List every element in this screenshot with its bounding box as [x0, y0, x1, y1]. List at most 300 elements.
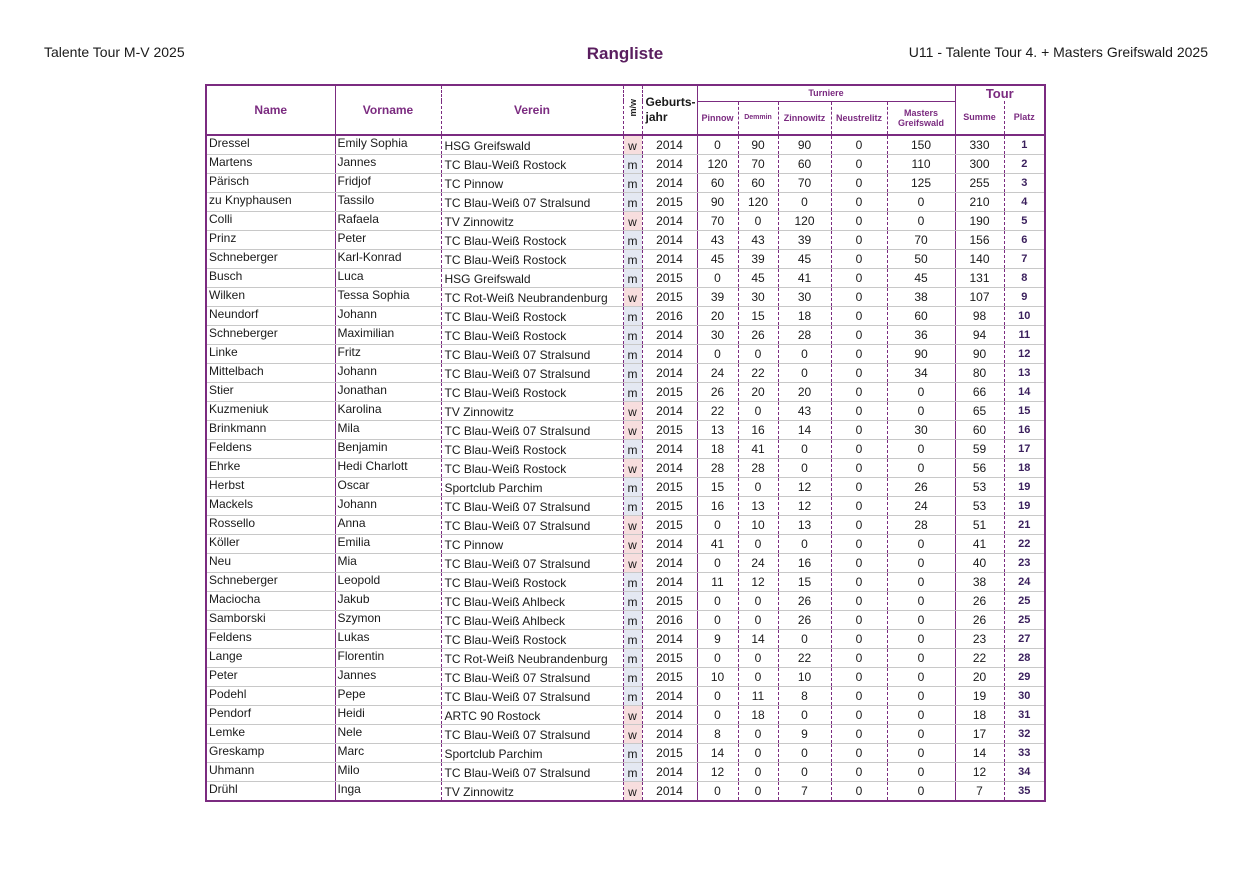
cell-zinnowitz: 13: [778, 515, 831, 534]
table-row: [206, 667, 1045, 686]
cell-geburtsjahr: 2016: [642, 306, 697, 325]
cell-zinnowitz: 18: [778, 306, 831, 325]
cell-masters: 24: [887, 496, 955, 515]
cell-neustrelitz: 0: [831, 648, 887, 667]
cell-demmin: 0: [738, 610, 778, 629]
cell-pinnow: 0: [697, 268, 738, 287]
cell-mw: m: [623, 344, 642, 363]
cell-platz: 28: [1004, 648, 1045, 667]
table-row: [206, 249, 1045, 268]
cell-platz: 6: [1004, 230, 1045, 249]
table-row: [206, 572, 1045, 591]
cell-name: Wilken: [206, 287, 335, 306]
cell-name: Mittelbach: [206, 363, 335, 382]
cell-mw: w: [623, 211, 642, 230]
cell-zinnowitz: 0: [778, 439, 831, 458]
table-row: [206, 382, 1045, 401]
cell-vorname: Johann: [335, 496, 441, 515]
cell-mw: m: [623, 154, 642, 173]
cell-neustrelitz: 0: [831, 344, 887, 363]
table-row: [206, 439, 1045, 458]
cell-mw: w: [623, 135, 642, 155]
cell-platz: 13: [1004, 363, 1045, 382]
cell-vorname: Peter: [335, 230, 441, 249]
cell-neustrelitz: 0: [831, 287, 887, 306]
cell-vorname: Heidi: [335, 705, 441, 724]
cell-mw: w: [623, 781, 642, 801]
cell-masters: 30: [887, 420, 955, 439]
cell-demmin: 24: [738, 553, 778, 572]
cell-vorname: Milo: [335, 762, 441, 781]
cell-masters: 0: [887, 458, 955, 477]
cell-mw: w: [623, 420, 642, 439]
cell-masters: 0: [887, 382, 955, 401]
cell-geburtsjahr: 2015: [642, 743, 697, 762]
cell-mw: m: [623, 439, 642, 458]
cell-platz: 3: [1004, 173, 1045, 192]
cell-mw: w: [623, 515, 642, 534]
cell-geburtsjahr: 2014: [642, 705, 697, 724]
table-row: [206, 724, 1045, 743]
table-row: [206, 230, 1045, 249]
col-header-turniere: Turniere: [697, 85, 955, 101]
table-row: [206, 686, 1045, 705]
cell-vorname: Szymon: [335, 610, 441, 629]
cell-geburtsjahr: 2014: [642, 249, 697, 268]
cell-demmin: 70: [738, 154, 778, 173]
cell-pinnow: 0: [697, 344, 738, 363]
cell-vorname: Karolina: [335, 401, 441, 420]
cell-platz: 19: [1004, 477, 1045, 496]
cell-geburtsjahr: 2014: [642, 344, 697, 363]
cell-masters: 70: [887, 230, 955, 249]
cell-summe: 40: [955, 553, 1004, 572]
cell-mw: m: [623, 325, 642, 344]
cell-mw: m: [623, 572, 642, 591]
cell-vorname: Benjamin: [335, 439, 441, 458]
cell-demmin: 0: [738, 344, 778, 363]
cell-pinnow: 30: [697, 325, 738, 344]
cell-neustrelitz: 0: [831, 458, 887, 477]
table-row: [206, 173, 1045, 192]
cell-pinnow: 8: [697, 724, 738, 743]
cell-demmin: 90: [738, 135, 778, 155]
cell-vorname: Jonathan: [335, 382, 441, 401]
cell-verein: TV Zinnowitz: [441, 211, 623, 230]
cell-verein: TC Blau-Weiß 07 Stralsund: [441, 686, 623, 705]
cell-verein: TC Blau-Weiß 07 Stralsund: [441, 496, 623, 515]
cell-summe: 20: [955, 667, 1004, 686]
cell-neustrelitz: 0: [831, 629, 887, 648]
cell-masters: 0: [887, 724, 955, 743]
cell-summe: 59: [955, 439, 1004, 458]
cell-zinnowitz: 41: [778, 268, 831, 287]
cell-pinnow: 15: [697, 477, 738, 496]
cell-geburtsjahr: 2015: [642, 477, 697, 496]
table-row: [206, 458, 1045, 477]
cell-verein: TC Rot-Weiß Neubrandenburg: [441, 648, 623, 667]
cell-masters: 50: [887, 249, 955, 268]
cell-verein: TC Blau-Weiß 07 Stralsund: [441, 420, 623, 439]
cell-name: Uhmann: [206, 762, 335, 781]
cell-zinnowitz: 28: [778, 325, 831, 344]
table-row: [206, 553, 1045, 572]
cell-summe: 51: [955, 515, 1004, 534]
cell-demmin: 120: [738, 192, 778, 211]
cell-pinnow: 120: [697, 154, 738, 173]
cell-name: Brinkmann: [206, 420, 335, 439]
col-header-masters-line1: Masters: [903, 107, 939, 118]
cell-neustrelitz: 0: [831, 724, 887, 743]
cell-demmin: 0: [738, 762, 778, 781]
cell-neustrelitz: 0: [831, 211, 887, 230]
cell-mw: m: [623, 230, 642, 249]
cell-neustrelitz: 0: [831, 192, 887, 211]
cell-masters: 0: [887, 705, 955, 724]
cell-geburtsjahr: 2015: [642, 515, 697, 534]
cell-neustrelitz: 0: [831, 382, 887, 401]
cell-geburtsjahr: 2014: [642, 135, 697, 155]
cell-masters: 0: [887, 629, 955, 648]
cell-zinnowitz: 10: [778, 667, 831, 686]
cell-pinnow: 9: [697, 629, 738, 648]
cell-platz: 12: [1004, 344, 1045, 363]
cell-verein: TC Rot-Weiß Neubrandenburg: [441, 287, 623, 306]
cell-pinnow: 45: [697, 249, 738, 268]
cell-name: Stier: [206, 382, 335, 401]
cell-name: Colli: [206, 211, 335, 230]
cell-platz: 25: [1004, 610, 1045, 629]
cell-demmin: 13: [738, 496, 778, 515]
header-right-title: U11 - Talente Tour 4. + Masters Greifswald 2025: [908, 44, 1208, 60]
cell-name: Pärisch: [206, 173, 335, 192]
cell-platz: 10: [1004, 306, 1045, 325]
cell-verein: TC Blau-Weiß 07 Stralsund: [441, 762, 623, 781]
cell-geburtsjahr: 2014: [642, 439, 697, 458]
cell-demmin: 39: [738, 249, 778, 268]
cell-geburtsjahr: 2015: [642, 268, 697, 287]
cell-demmin: 41: [738, 439, 778, 458]
cell-vorname: Mia: [335, 553, 441, 572]
cell-demmin: 45: [738, 268, 778, 287]
cell-summe: 19: [955, 686, 1004, 705]
cell-zinnowitz: 70: [778, 173, 831, 192]
cell-zinnowitz: 120: [778, 211, 831, 230]
cell-pinnow: 18: [697, 439, 738, 458]
cell-name: Busch: [206, 268, 335, 287]
cell-zinnowitz: 16: [778, 553, 831, 572]
cell-platz: 11: [1004, 325, 1045, 344]
cell-summe: 56: [955, 458, 1004, 477]
cell-verein: TC Blau-Weiß Rostock: [441, 154, 623, 173]
cell-name: Prinz: [206, 230, 335, 249]
cell-demmin: 28: [738, 458, 778, 477]
cell-mw: w: [623, 705, 642, 724]
cell-summe: 14: [955, 743, 1004, 762]
cell-demmin: 20: [738, 382, 778, 401]
cell-summe: 22: [955, 648, 1004, 667]
cell-neustrelitz: 0: [831, 667, 887, 686]
cell-name: Rossello: [206, 515, 335, 534]
cell-summe: 140: [955, 249, 1004, 268]
col-header-neustrelitz: Neustrelitz: [831, 101, 887, 135]
cell-masters: 0: [887, 401, 955, 420]
cell-pinnow: 10: [697, 667, 738, 686]
cell-geburtsjahr: 2014: [642, 553, 697, 572]
cell-summe: 300: [955, 154, 1004, 173]
cell-demmin: 0: [738, 667, 778, 686]
cell-zinnowitz: 0: [778, 363, 831, 382]
cell-geburtsjahr: 2014: [642, 781, 697, 801]
col-header-platz: Platz: [1004, 101, 1045, 135]
cell-verein: TC Blau-Weiß 07 Stralsund: [441, 363, 623, 382]
table-row: [206, 401, 1045, 420]
cell-name: Greskamp: [206, 743, 335, 762]
cell-verein: HSG Greifswald: [441, 135, 623, 155]
cell-vorname: Mila: [335, 420, 441, 439]
col-header-vorname: Vorname: [335, 85, 441, 135]
cell-geburtsjahr: 2015: [642, 667, 697, 686]
cell-masters: 0: [887, 553, 955, 572]
cell-vorname: Maximilian: [335, 325, 441, 344]
cell-zinnowitz: 60: [778, 154, 831, 173]
table-header: [206, 85, 1045, 135]
cell-zinnowitz: 12: [778, 477, 831, 496]
cell-summe: 53: [955, 477, 1004, 496]
table-row: [206, 363, 1045, 382]
table-row: [206, 648, 1045, 667]
cell-masters: 0: [887, 591, 955, 610]
table-row: [206, 287, 1045, 306]
cell-vorname: Oscar: [335, 477, 441, 496]
ranking-table: [205, 84, 1046, 802]
table-row: [206, 762, 1045, 781]
cell-mw: m: [623, 249, 642, 268]
cell-pinnow: 14: [697, 743, 738, 762]
cell-masters: 38: [887, 287, 955, 306]
cell-vorname: Emilia: [335, 534, 441, 553]
cell-zinnowitz: 45: [778, 249, 831, 268]
cell-vorname: Emily Sophia: [335, 135, 441, 155]
cell-pinnow: 0: [697, 515, 738, 534]
cell-masters: 28: [887, 515, 955, 534]
table-row: [206, 591, 1045, 610]
cell-zinnowitz: 0: [778, 192, 831, 211]
cell-masters: 0: [887, 762, 955, 781]
cell-neustrelitz: 0: [831, 686, 887, 705]
cell-verein: TC Blau-Weiß 07 Stralsund: [441, 192, 623, 211]
cell-geburtsjahr: 2014: [642, 325, 697, 344]
cell-geburtsjahr: 2014: [642, 629, 697, 648]
cell-platz: 35: [1004, 781, 1045, 801]
cell-platz: 24: [1004, 572, 1045, 591]
table-row: [206, 135, 1045, 155]
cell-platz: 32: [1004, 724, 1045, 743]
cell-summe: 38: [955, 572, 1004, 591]
cell-mw: m: [623, 610, 642, 629]
col-header-geburtsjahr-line1: Geburts-: [645, 94, 696, 109]
cell-masters: 0: [887, 211, 955, 230]
cell-demmin: 0: [738, 211, 778, 230]
table-row: [206, 211, 1045, 230]
cell-masters: 0: [887, 743, 955, 762]
table-row: [206, 705, 1045, 724]
cell-summe: 18: [955, 705, 1004, 724]
cell-verein: TC Blau-Weiß Rostock: [441, 249, 623, 268]
cell-masters: 0: [887, 781, 955, 801]
table-row: [206, 192, 1045, 211]
cell-platz: 29: [1004, 667, 1045, 686]
cell-vorname: Fritz: [335, 344, 441, 363]
page-title: Rangliste: [586, 44, 664, 63]
cell-name: Schneberger: [206, 572, 335, 591]
col-header-name: Name: [254, 102, 288, 117]
cell-mw: m: [623, 591, 642, 610]
cell-zinnowitz: 26: [778, 610, 831, 629]
cell-summe: 98: [955, 306, 1004, 325]
cell-name: Neundorf: [206, 306, 335, 325]
cell-platz: 8: [1004, 268, 1045, 287]
cell-geburtsjahr: 2014: [642, 211, 697, 230]
cell-masters: 0: [887, 648, 955, 667]
cell-masters: 0: [887, 534, 955, 553]
cell-pinnow: 13: [697, 420, 738, 439]
cell-demmin: 16: [738, 420, 778, 439]
cell-masters: 0: [887, 667, 955, 686]
cell-platz: 1: [1004, 135, 1045, 155]
cell-verein: TC Pinnow: [441, 534, 623, 553]
cell-masters: 0: [887, 610, 955, 629]
cell-verein: ARTC 90 Rostock: [441, 705, 623, 724]
cell-geburtsjahr: 2015: [642, 287, 697, 306]
cell-platz: 21: [1004, 515, 1045, 534]
cell-name: Schneberger: [206, 249, 335, 268]
col-header-masters-line2: Greifswald: [898, 117, 945, 128]
cell-summe: 65: [955, 401, 1004, 420]
cell-mw: w: [623, 458, 642, 477]
cell-neustrelitz: 0: [831, 401, 887, 420]
cell-vorname: Jannes: [335, 667, 441, 686]
cell-geburtsjahr: 2015: [642, 382, 697, 401]
cell-mw: m: [623, 686, 642, 705]
cell-platz: 18: [1004, 458, 1045, 477]
cell-pinnow: 39: [697, 287, 738, 306]
header-left-title: Talente Tour M-V 2025: [44, 44, 185, 60]
table-row: [206, 496, 1045, 515]
cell-platz: 2: [1004, 154, 1045, 173]
cell-pinnow: 0: [697, 553, 738, 572]
cell-vorname: Inga: [335, 781, 441, 801]
cell-pinnow: 26: [697, 382, 738, 401]
cell-mw: m: [623, 667, 642, 686]
cell-name: Feldens: [206, 629, 335, 648]
cell-zinnowitz: 0: [778, 762, 831, 781]
cell-summe: 23: [955, 629, 1004, 648]
cell-vorname: Fridjof: [335, 173, 441, 192]
cell-name: Linke: [206, 344, 335, 363]
cell-geburtsjahr: 2014: [642, 154, 697, 173]
cell-name: Peter: [206, 667, 335, 686]
cell-vorname: Nele: [335, 724, 441, 743]
cell-verein: TC Blau-Weiß 07 Stralsund: [441, 553, 623, 572]
cell-name: Schneberger: [206, 325, 335, 344]
cell-mw: w: [623, 401, 642, 420]
table-row: [206, 515, 1045, 534]
cell-platz: 22: [1004, 534, 1045, 553]
cell-verein: TC Blau-Weiß Rostock: [441, 382, 623, 401]
cell-demmin: 0: [738, 648, 778, 667]
cell-summe: 7: [955, 781, 1004, 801]
cell-pinnow: 70: [697, 211, 738, 230]
cell-platz: 16: [1004, 420, 1045, 439]
cell-demmin: 12: [738, 572, 778, 591]
cell-zinnowitz: 0: [778, 705, 831, 724]
cell-demmin: 22: [738, 363, 778, 382]
cell-geburtsjahr: 2014: [642, 363, 697, 382]
cell-mw: m: [623, 477, 642, 496]
cell-neustrelitz: 0: [831, 515, 887, 534]
cell-pinnow: 12: [697, 762, 738, 781]
cell-demmin: 43: [738, 230, 778, 249]
cell-neustrelitz: 0: [831, 743, 887, 762]
cell-zinnowitz: 26: [778, 591, 831, 610]
cell-neustrelitz: 0: [831, 496, 887, 515]
table-row: [206, 154, 1045, 173]
cell-pinnow: 0: [697, 705, 738, 724]
cell-neustrelitz: 0: [831, 230, 887, 249]
cell-neustrelitz: 0: [831, 439, 887, 458]
table-row: [206, 306, 1045, 325]
cell-geburtsjahr: 2014: [642, 572, 697, 591]
cell-verein: TC Blau-Weiß Ahlbeck: [441, 610, 623, 629]
cell-vorname: Jakub: [335, 591, 441, 610]
cell-platz: 17: [1004, 439, 1045, 458]
table-row: [206, 344, 1045, 363]
cell-platz: 5: [1004, 211, 1045, 230]
col-header-mw: m/w: [627, 99, 638, 117]
cell-verein: TC Blau-Weiß Rostock: [441, 306, 623, 325]
cell-zinnowitz: 90: [778, 135, 831, 155]
cell-demmin: 18: [738, 705, 778, 724]
cell-demmin: 0: [738, 591, 778, 610]
cell-neustrelitz: 0: [831, 781, 887, 801]
cell-neustrelitz: 0: [831, 477, 887, 496]
col-header-geburtsjahr-line2: jahr: [645, 109, 668, 124]
cell-zinnowitz: 22: [778, 648, 831, 667]
cell-mw: m: [623, 496, 642, 515]
cell-name: Martens: [206, 154, 335, 173]
cell-masters: 34: [887, 363, 955, 382]
cell-masters: 0: [887, 572, 955, 591]
cell-summe: 107: [955, 287, 1004, 306]
cell-platz: 9: [1004, 287, 1045, 306]
cell-platz: 15: [1004, 401, 1045, 420]
cell-summe: 17: [955, 724, 1004, 743]
cell-geburtsjahr: 2015: [642, 591, 697, 610]
table-body: [206, 135, 1045, 801]
cell-demmin: 14: [738, 629, 778, 648]
cell-vorname: Hedi Charlott: [335, 458, 441, 477]
cell-name: Lemke: [206, 724, 335, 743]
cell-masters: 26: [887, 477, 955, 496]
cell-name: Dressel: [206, 135, 335, 155]
cell-name: Neu: [206, 553, 335, 572]
cell-platz: 34: [1004, 762, 1045, 781]
cell-demmin: 0: [738, 534, 778, 553]
cell-mw: w: [623, 724, 642, 743]
cell-geburtsjahr: 2015: [642, 648, 697, 667]
table-row: [206, 325, 1045, 344]
